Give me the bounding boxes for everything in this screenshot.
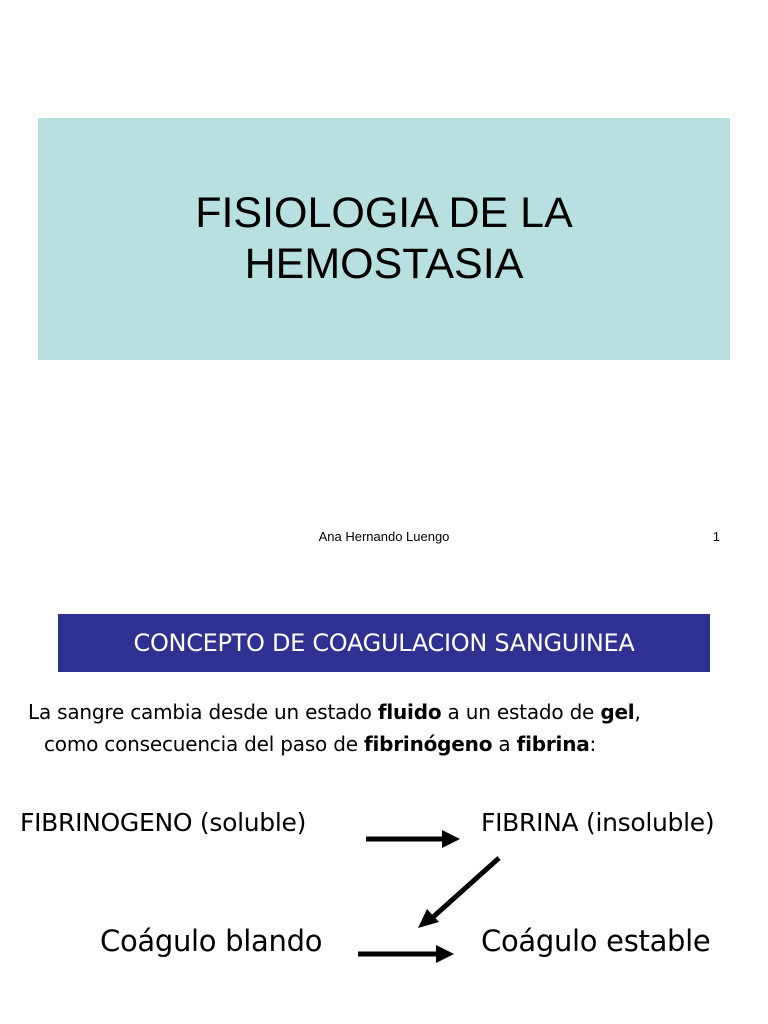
arrow-right-bottom-icon bbox=[358, 945, 454, 963]
desc-text-1: La sangre cambia desde un estado bbox=[28, 700, 378, 724]
desc-bold-fibrina: fibrina bbox=[516, 732, 590, 756]
coagulo-blando-label: Coágulo blando bbox=[100, 924, 323, 958]
desc-text-6: : bbox=[589, 732, 597, 756]
flow-arrows bbox=[0, 576, 768, 1024]
desc-text-4: como consecuencia del paso de bbox=[44, 732, 364, 756]
fibrinogeno-label: FIBRINOGENO (soluble) bbox=[20, 808, 307, 837]
desc-text-5: a bbox=[492, 732, 517, 756]
fibrina-label: FIBRINA (insoluble) bbox=[481, 808, 715, 837]
desc-bold-fibrinogeno: fibrinógeno bbox=[364, 732, 493, 756]
desc-bold-fluido: fluido bbox=[377, 700, 442, 724]
arrow-right-top-icon bbox=[366, 830, 460, 848]
desc-bold-gel: gel bbox=[600, 700, 635, 724]
arrow-diagonal-icon bbox=[418, 858, 499, 928]
footer-author: Ana Hernando Luengo bbox=[318, 529, 450, 544]
slide-title bbox=[104, 188, 664, 290]
title-box bbox=[38, 118, 730, 360]
page-number: 1 bbox=[712, 529, 720, 544]
desc-text-3: , bbox=[634, 700, 641, 724]
title-line-1: FISIOLOGIA DE LA bbox=[195, 189, 573, 237]
coagulo-estable-label: Coágulo estable bbox=[481, 924, 711, 958]
title-line-2: HEMOSTASIA bbox=[244, 240, 524, 288]
desc-text-2: a un estado de bbox=[441, 700, 601, 724]
concept-slide bbox=[0, 576, 768, 1024]
concept-header: CONCEPTO DE COAGULACION SANGUINEA bbox=[58, 614, 710, 672]
